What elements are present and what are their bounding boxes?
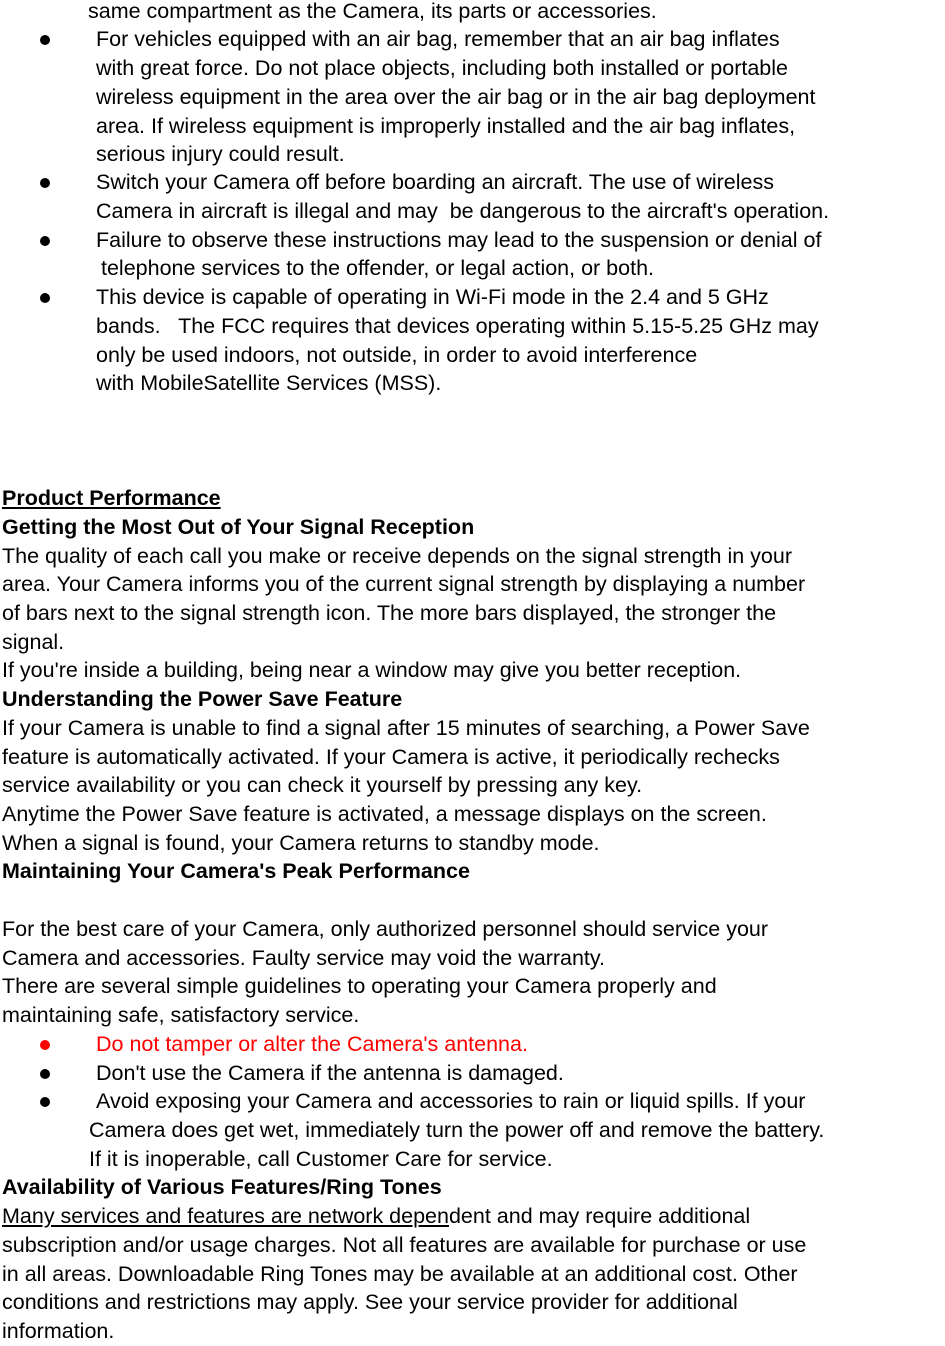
availability-line: information. — [2, 1319, 115, 1343]
list-item-line: Do not tamper or alter the Camera's antenna. — [96, 1032, 528, 1056]
availability-line: subscription and/or usage charges. Not all features are available for purchase or use — [2, 1233, 807, 1257]
power-save-line: When a signal is found, your Camera returns to standby mode. — [2, 831, 600, 855]
bullet-icon — [40, 293, 50, 303]
list-item-line: with great force. Do not place objects, including both installed or portable — [96, 56, 788, 80]
power-save-line: feature is automatically activated. If your Camera is active, it periodically rechecks — [2, 745, 780, 769]
maintain-line: Camera and accessories. Faulty service may void the warranty. — [2, 946, 606, 970]
availability-heading: Availability of Various Features/Ring Tones — [2, 1175, 442, 1199]
availability-line — [2, 1202, 750, 1231]
signal-line: The quality of each call you make or receive depends on the signal strength in your — [2, 544, 792, 568]
signal-line: If you're inside a building, being near a window may give you better reception. — [2, 658, 742, 682]
availability-line: in all areas. Downloadable Ring Tones may be available at an additional cost. Other — [2, 1262, 798, 1286]
list-item-line: Failure to observe these instructions may lead to the suspension or denial of — [96, 228, 822, 252]
list-item-line: with MobileSatellite Services (MSS). — [96, 371, 442, 395]
bullet-icon — [40, 236, 50, 246]
list-item-line: If it is inoperable, call Customer Care for service. — [89, 1147, 553, 1171]
power-save-line: If your Camera is unable to find a signal after 15 minutes of searching, a Power Save — [2, 716, 810, 740]
signal-line: signal. — [2, 630, 65, 654]
list-item-line: bands. The FCC requires that devices operating within 5.15-5.25 GHz may — [96, 314, 819, 338]
list-item-line: Camera does get wet, immediately turn the power off and remove the battery. — [89, 1118, 825, 1142]
underlined-text: Many services and features are network depen — [2, 1204, 449, 1228]
power-save-line: Anytime the Power Save feature is activated, a message displays on the screen. — [2, 802, 767, 826]
bullet-icon — [40, 178, 50, 188]
maintain-heading: Maintaining Your Camera's Peak Performance — [2, 859, 470, 883]
availability-line: conditions and restrictions may apply. See your service provider for additional — [2, 1290, 738, 1314]
signal-heading: Getting the Most Out of Your Signal Reception — [2, 515, 475, 539]
list-item-line: This device is capable of operating in Wi-Fi mode in the 2.4 and 5 GHz — [96, 285, 769, 309]
list-item-line: Don't use the Camera if the antenna is damaged. — [96, 1061, 564, 1085]
intro-line: same compartment as the Camera, its parts or accessories. — [88, 0, 657, 23]
maintain-line: maintaining safe, satisfactory service. — [2, 1003, 360, 1027]
bullet-icon — [40, 1040, 50, 1050]
bullet-icon — [40, 1097, 50, 1107]
power-save-heading: Understanding the Power Save Feature — [2, 687, 403, 711]
list-item-line: only be used indoors, not outside, in order to avoid interference — [96, 343, 698, 367]
list-item-line: wireless equipment in the area over the air bag or in the air bag deployment — [96, 85, 816, 109]
bullet-icon — [40, 35, 50, 45]
maintain-line: There are several simple guidelines to operating your Camera properly and — [2, 974, 717, 998]
signal-line: of bars next to the signal strength icon. The more bars displayed, the stronger the — [2, 601, 777, 625]
list-item-line: Camera in aircraft is illegal and may be dangerous to the aircraft's operation. — [96, 199, 830, 223]
list-item-line: For vehicles equipped with an air bag, remember that an air bag inflates — [96, 27, 780, 51]
section-title: Product Performance — [2, 486, 221, 510]
list-item-line: telephone services to the offender, or legal action, or both. — [101, 256, 654, 280]
list-item-line: area. If wireless equipment is improperly installed and the air bag inflates, — [96, 114, 796, 138]
bullet-icon — [40, 1069, 50, 1079]
signal-line: area. Your Camera informs you of the current signal strength by displaying a number — [2, 572, 806, 596]
maintain-line: For the best care of your Camera, only authorized personnel should service your — [2, 917, 769, 941]
list-item-line: Avoid exposing your Camera and accessories to rain or liquid spills. If your — [96, 1089, 806, 1113]
power-save-line: service availability or you can check it yourself by pressing any key. — [2, 773, 643, 797]
list-item-line: Switch your Camera off before boarding an aircraft. The use of wireless — [96, 170, 774, 194]
list-item-line: serious injury could result. — [96, 142, 345, 166]
availability-line-rest: dent and may require additional — [448, 1204, 751, 1228]
